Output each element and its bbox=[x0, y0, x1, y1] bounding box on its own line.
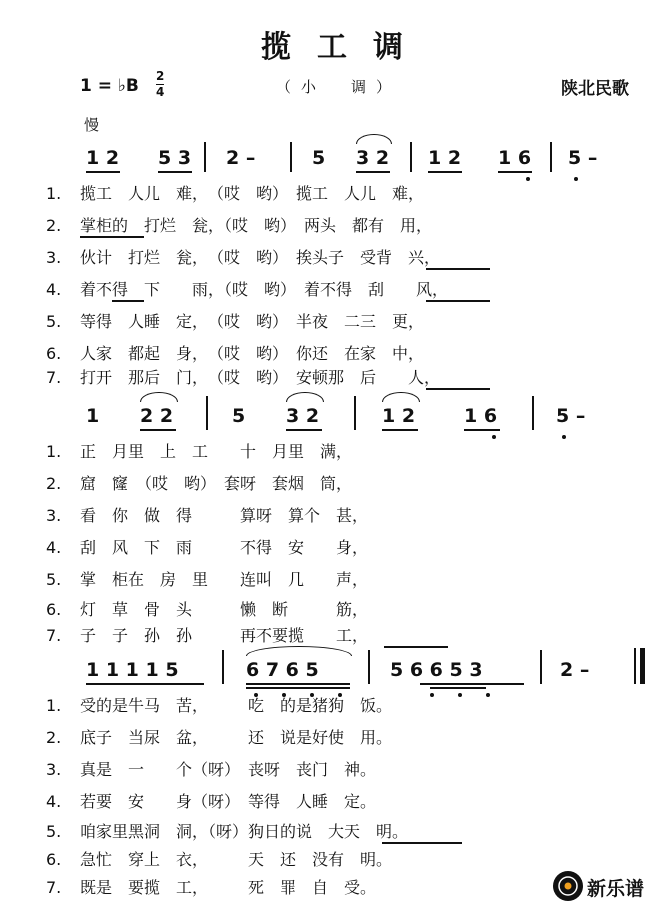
low-octave-dot bbox=[562, 435, 566, 439]
underline-beam-double bbox=[246, 687, 350, 689]
lyric-line: 伙计 打烂 瓮， （哎 哟） 挨头子 受背 兴， bbox=[80, 248, 441, 267]
barline bbox=[206, 396, 208, 430]
underline-beam bbox=[420, 683, 524, 685]
lyric-underline bbox=[80, 236, 144, 238]
verse-number: 7. bbox=[46, 878, 62, 897]
lyric-line: 子 子 孙 孙 再不要揽 工， bbox=[80, 626, 369, 645]
lyric-line: 底子 当尿 盆， 还 说是好使 用。 bbox=[80, 728, 393, 747]
barline bbox=[290, 142, 292, 172]
note-group: 1 2 bbox=[382, 405, 416, 427]
slur bbox=[140, 392, 178, 402]
lyric-line: 等得 人睡 定， （哎 哟） 半夜 二三 更， bbox=[80, 312, 425, 331]
note-group: 5 3 bbox=[158, 147, 192, 169]
lyric-line: 咱家里黑洞 洞，（呀）狗日的说 大天 明。 bbox=[80, 822, 409, 841]
lyric-line: 掌柜的 打烂 瓮，（哎 哟） 两头 都有 用， bbox=[80, 216, 433, 235]
lyric-line: 看 你 做 得 算呀 算个 甚， bbox=[80, 506, 369, 525]
barline bbox=[354, 396, 356, 430]
low-octave-dot bbox=[574, 177, 578, 181]
underline-beam bbox=[286, 429, 322, 431]
lyric-underline bbox=[426, 300, 490, 302]
verse-number: 1. bbox=[46, 696, 62, 715]
time-signature bbox=[156, 69, 164, 100]
note-group: 5 bbox=[232, 405, 246, 427]
note-group: 2 – bbox=[226, 147, 256, 169]
verse-number: 3. bbox=[46, 506, 62, 525]
verse-number: 2. bbox=[46, 474, 62, 493]
underline-beam bbox=[86, 171, 120, 173]
verse-number: 6. bbox=[46, 850, 62, 869]
lyric-line: 人家 都起 身， （哎 哟） 你还 在家 中， bbox=[80, 344, 425, 363]
verse-number: 7. bbox=[46, 368, 62, 387]
lyric-underline bbox=[112, 300, 144, 302]
verse-number: 4. bbox=[46, 792, 62, 811]
notation-row-1 bbox=[0, 146, 672, 186]
verse-number: 3. bbox=[46, 248, 62, 267]
verse-number: 1. bbox=[46, 442, 62, 461]
lyric-underline bbox=[384, 646, 448, 648]
lyric-line: 刮 风 下 雨 不得 安 身， bbox=[80, 538, 369, 557]
note-group: 1 bbox=[86, 405, 100, 427]
underline-beam bbox=[428, 171, 462, 173]
barline bbox=[550, 142, 552, 172]
low-octave-dot bbox=[526, 177, 530, 181]
note-group: 3 2 bbox=[286, 405, 320, 427]
slur bbox=[382, 392, 420, 402]
lyric-line: 掌 柜在 房 里 连叫 几 声， bbox=[80, 570, 369, 589]
slur bbox=[356, 134, 392, 144]
lyric-line: 若要 安 身（呀） 等得 人睡 定。 bbox=[80, 792, 377, 811]
slur bbox=[286, 392, 324, 402]
lyric-line: 真是 一 个（呀） 丧呀 丧门 神。 bbox=[80, 760, 377, 779]
verse-number: 5. bbox=[46, 570, 62, 589]
note-group: 2 2 bbox=[140, 405, 174, 427]
final-barline-thin bbox=[634, 648, 636, 684]
barline bbox=[410, 142, 412, 172]
slur bbox=[246, 646, 352, 656]
verse-number: 3. bbox=[46, 760, 62, 779]
song-origin: 陕北民歌 bbox=[561, 79, 629, 99]
note-group: 2 – bbox=[560, 659, 590, 681]
note-group: 3 2 bbox=[356, 147, 390, 169]
barline bbox=[532, 396, 534, 430]
underline-beam bbox=[246, 683, 350, 685]
lyric-line: 打开 那后 门， （哎 哟） 安顿那 后 人， bbox=[80, 368, 441, 387]
low-octave-dot bbox=[492, 435, 496, 439]
note-group: 1 6 bbox=[498, 147, 532, 169]
verse-number: 6. bbox=[46, 600, 62, 619]
verse-number: 2. bbox=[46, 216, 62, 235]
note-group: 1 2 bbox=[428, 147, 462, 169]
underline-beam bbox=[382, 429, 418, 431]
notation-row-2 bbox=[0, 404, 672, 444]
verse-number: 1. bbox=[46, 184, 62, 203]
lyric-underline bbox=[426, 268, 490, 270]
lyric-underline bbox=[426, 388, 490, 390]
lyric-line: 灯 草 骨 头 懒 断 筋， bbox=[80, 600, 369, 619]
note-group: 5 bbox=[312, 147, 326, 169]
low-octave-dot bbox=[458, 693, 462, 697]
verse-number: 5. bbox=[46, 822, 62, 841]
time-signature-top: 2 bbox=[156, 69, 165, 83]
lyric-line: 揽工 人儿 难， （哎 哟） 揽工 人儿 难， bbox=[80, 184, 425, 203]
note-group: 6 7 6 5 bbox=[246, 659, 319, 681]
underline-beam bbox=[356, 171, 390, 173]
barline bbox=[540, 650, 542, 684]
notation-row-3 bbox=[0, 658, 672, 698]
note-group: 5 6 6 5 3 bbox=[390, 659, 483, 681]
verse-number: 4. bbox=[46, 280, 62, 299]
verse-number: 2. bbox=[46, 728, 62, 747]
low-octave-dot bbox=[486, 693, 490, 697]
lyric-line: 正 月里 上 工 十 月里 满， bbox=[80, 442, 353, 461]
watermark-text: 新乐谱 bbox=[587, 878, 645, 900]
key-signature: 1 = ♭B bbox=[80, 76, 139, 96]
lyric-line: 窟 窿 （哎 哟） 套呀 套烟 筒， bbox=[80, 474, 353, 493]
page-title: 揽工调 bbox=[261, 30, 429, 65]
barline bbox=[368, 650, 370, 684]
verse-number: 4. bbox=[46, 538, 62, 557]
verse-number: 7. bbox=[46, 626, 62, 645]
lyric-underline bbox=[382, 842, 462, 844]
verse-number: 6. bbox=[46, 344, 62, 363]
tempo-marking: 慢 bbox=[84, 116, 100, 134]
low-octave-dot bbox=[430, 693, 434, 697]
time-signature-bottom: 4 bbox=[156, 85, 165, 99]
lyric-line: 着不得 下 雨，（哎 哟） 着不得 刮 风， bbox=[80, 280, 449, 299]
final-barline-thick bbox=[640, 648, 645, 684]
underline-beam bbox=[86, 683, 204, 685]
lyric-line: 受的是牛马 苦， 吃 的是猪狗 饭。 bbox=[80, 696, 393, 715]
note-group: 5 – bbox=[556, 405, 586, 427]
underline-beam bbox=[464, 429, 500, 431]
underline-beam bbox=[158, 171, 192, 173]
underline-beam-double bbox=[430, 687, 486, 689]
underline-beam bbox=[140, 429, 176, 431]
verse-number: 5. bbox=[46, 312, 62, 331]
barline bbox=[222, 650, 224, 684]
subtitle: （小 调） bbox=[276, 78, 402, 96]
underline-beam bbox=[498, 171, 532, 173]
note-group: 5 – bbox=[568, 147, 598, 169]
barline bbox=[204, 142, 206, 172]
lyric-line: 急忙 穿上 衣， 天 还 没有 明。 bbox=[80, 850, 393, 869]
note-group: 1 6 bbox=[464, 405, 498, 427]
note-group: 1 1 1 1 5 bbox=[86, 659, 179, 681]
note-group: 1 2 bbox=[86, 147, 120, 169]
lyric-line: 既是 要揽 工， 死 罪 自 受。 bbox=[80, 878, 377, 897]
